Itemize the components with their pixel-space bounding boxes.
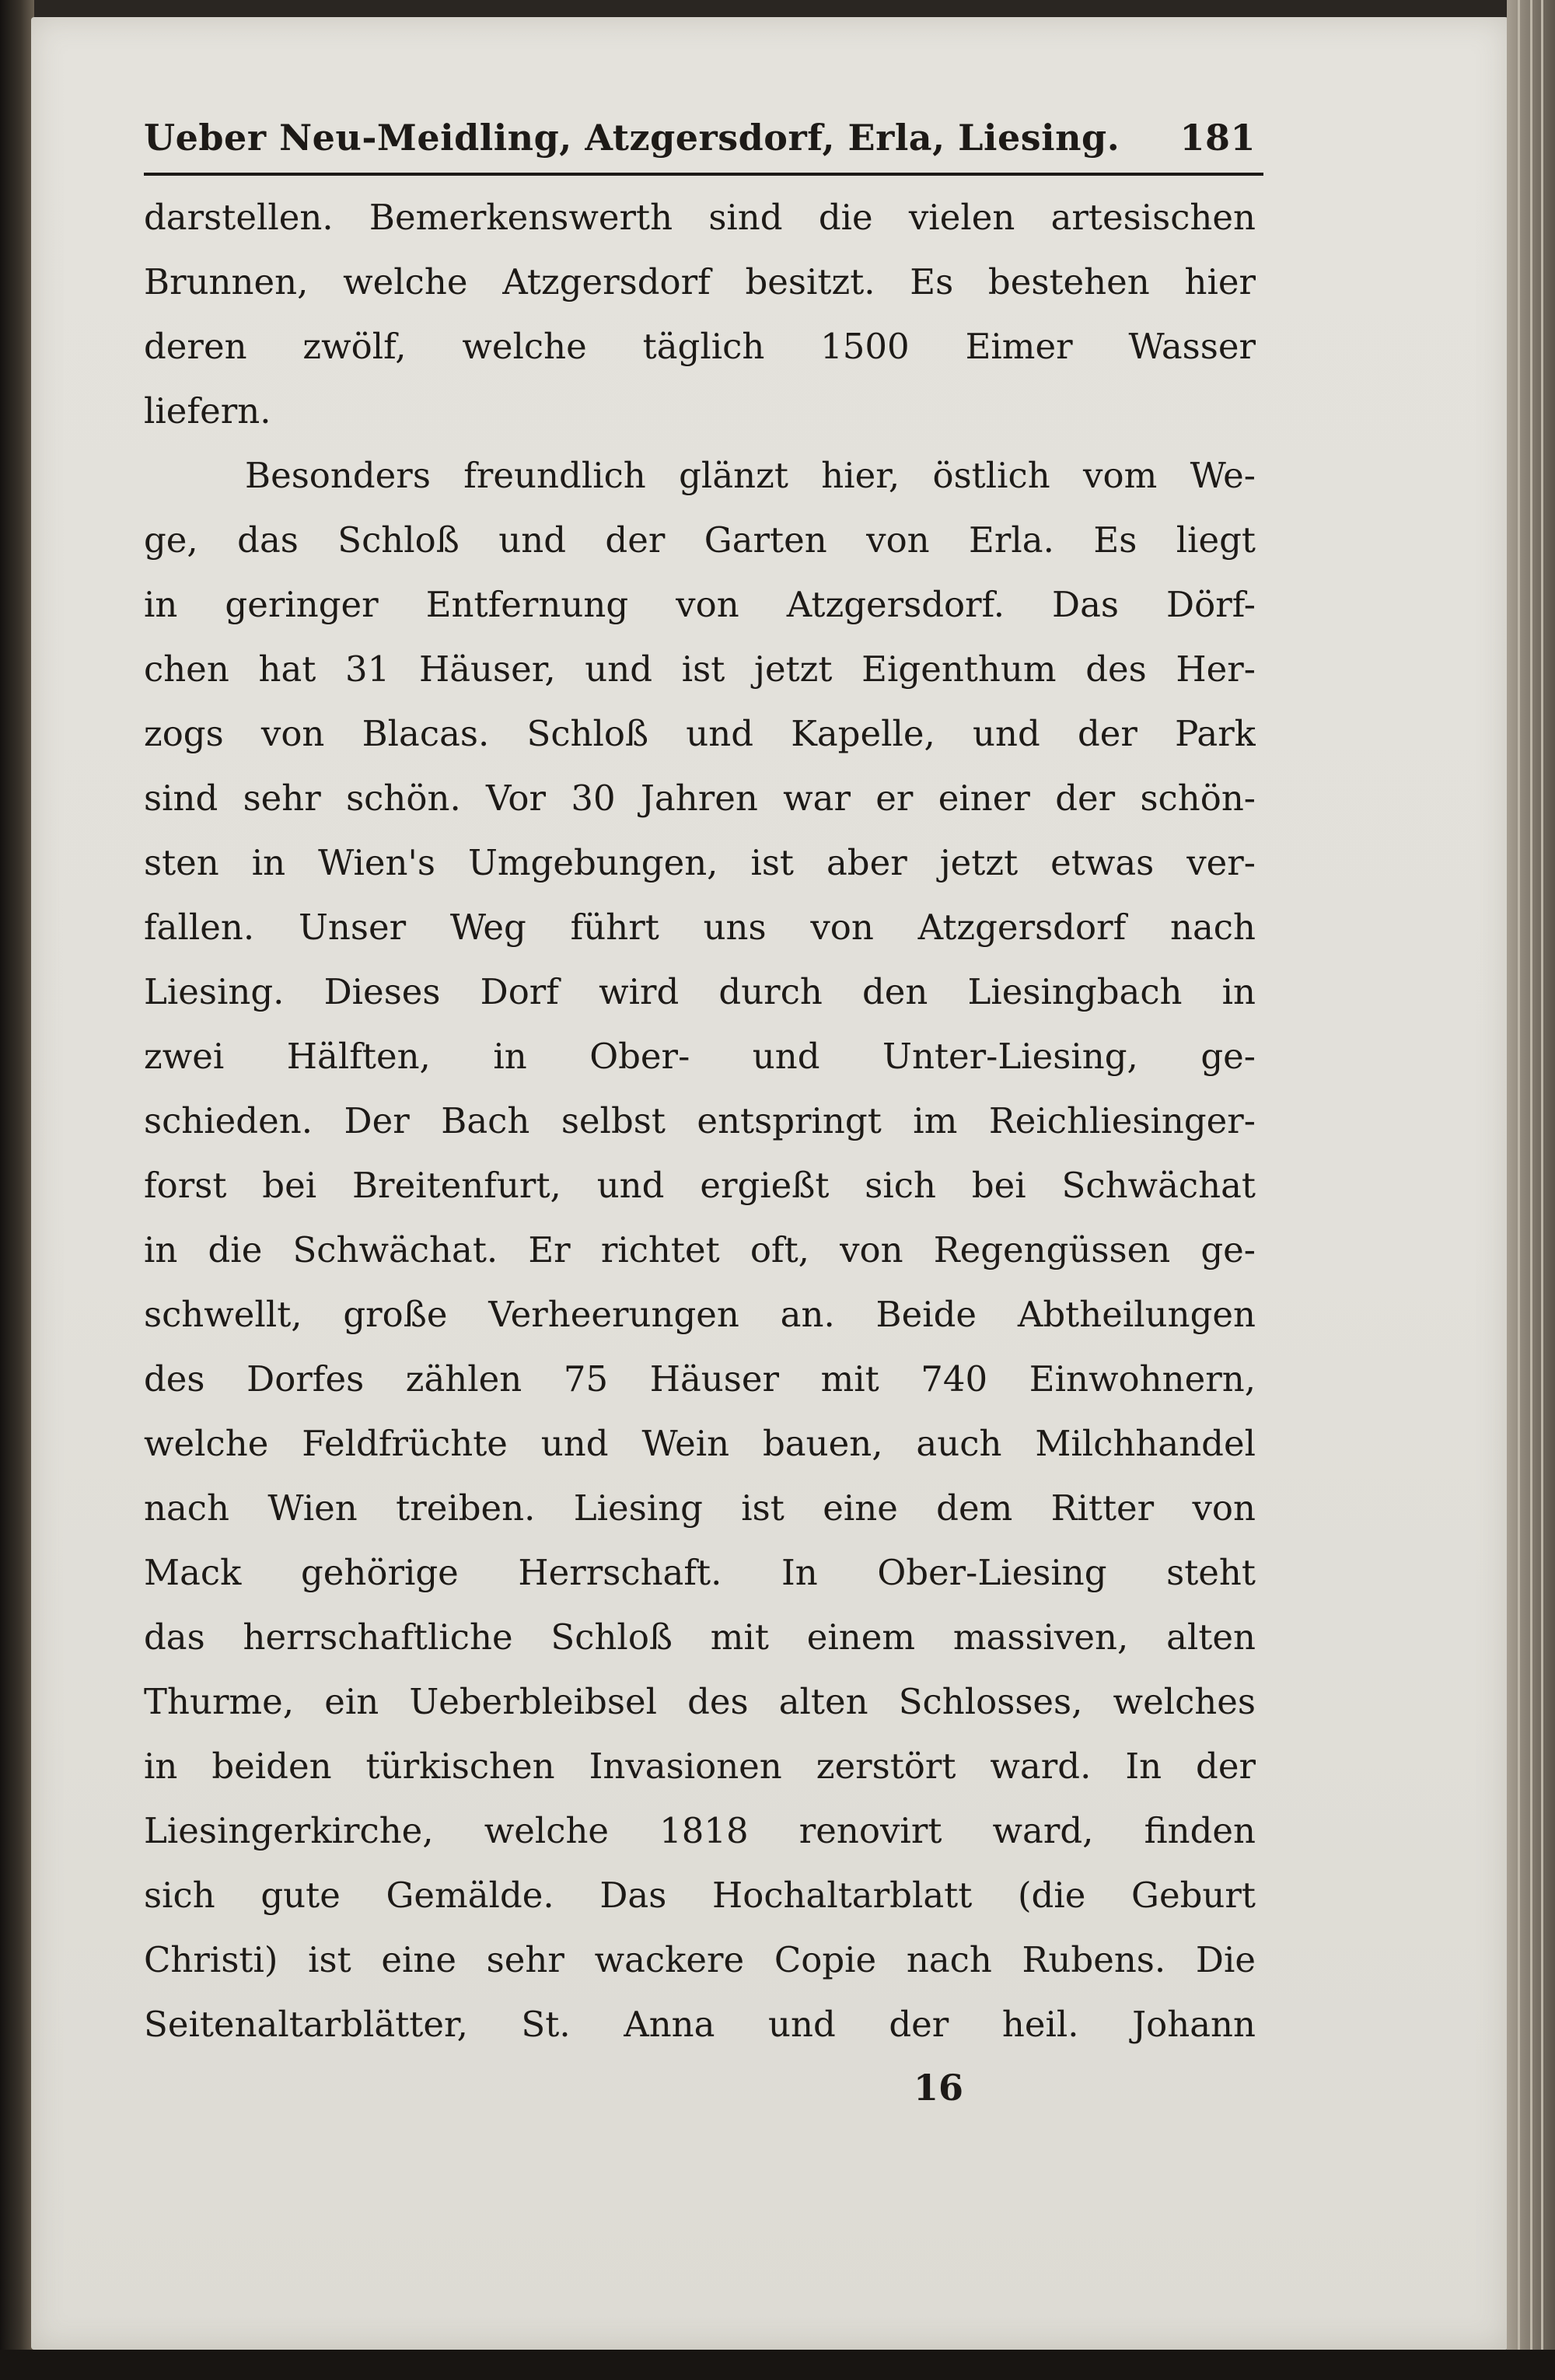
text-line: in geringer Entfernung von Atzgersdorf. Das Dörf- xyxy=(144,584,1256,625)
scan-bottom-border xyxy=(0,2350,1555,2380)
text-line: Thurme, ein Ueberbleibsel des alten Schlosses, welches xyxy=(144,1681,1256,1722)
text-line: Christi) ist eine sehr wackere Copie nach Rubens. Die xyxy=(144,1939,1256,1980)
page-text xyxy=(144,117,1256,2057)
text-line: darstellen. Bemerkenswerth sind die vielen artesischen xyxy=(144,197,1256,238)
running-head xyxy=(144,117,1256,173)
text-line: zwei Hälften, in Ober- und Unter-Liesing, ge- xyxy=(144,1036,1256,1077)
text-line: das herrschaftliche Schloß mit einem massiven, alten xyxy=(144,1616,1256,1658)
text-line: Besonders freundlich glänzt hier, östlich vom We- xyxy=(245,455,1256,496)
text-line: Mack gehörige Herrschaft. In Ober-Liesing steht xyxy=(144,1552,1256,1593)
page-edge-line xyxy=(1518,0,1520,2380)
text-line: liefern. xyxy=(144,390,271,432)
text-line: schieden. Der Bach selbst entspringt im Reichliesinger- xyxy=(144,1100,1256,1141)
text-line: in die Schwächat. Er richtet oft, von Regengüssen ge- xyxy=(144,1229,1256,1270)
text-line: deren zwölf, welche täglich 1500 Eimer Wasser xyxy=(144,326,1256,367)
page-edge-line xyxy=(1530,0,1532,2380)
signature-mark: 16 xyxy=(914,2067,964,2109)
text-line: Liesingerkirche, welche 1818 renovirt ward, finden xyxy=(144,1810,1256,1851)
text-line: nach Wien treiben. Liesing ist eine dem Ritter von xyxy=(144,1487,1256,1529)
text-line: welche Feldfrüchte und Wein bauen, auch Milchhandel xyxy=(144,1423,1256,1464)
text-line: sten in Wien's Umgebungen, ist aber jetzt etwas ver- xyxy=(144,842,1256,883)
text-line: zogs von Blacas. Schloß und Kapelle, und der Park xyxy=(144,713,1256,754)
text-line: sich gute Gemälde. Das Hochaltarblatt (die Geburt xyxy=(144,1875,1256,1916)
text-line: in beiden türkischen Invasionen zerstört ward. In der xyxy=(144,1746,1256,1787)
text-line: ge, das Schloß und der Garten von Erla. Es liegt xyxy=(144,519,1256,561)
text-line: des Dorfes zählen 75 Häuser mit 740 Einwohnern, xyxy=(144,1358,1256,1400)
text-line: chen hat 31 Häuser, und ist jetzt Eigenthum des Her- xyxy=(144,648,1256,690)
text-line: forst bei Breitenfurt, und ergießt sich bei Schwächat xyxy=(144,1165,1256,1206)
book-fore-edge xyxy=(1507,0,1555,2380)
page-edge-line xyxy=(1541,0,1543,2380)
text-line: sind sehr schön. Vor 30 Jahren war er einer der schön- xyxy=(144,778,1256,819)
running-title: Ueber Neu-Meidling, Atzgersdorf, Erla, Liesing. xyxy=(144,117,1120,159)
text-line: Liesing. Dieses Dorf wird durch den Liesingbach in xyxy=(144,971,1256,1012)
book-gutter-left xyxy=(0,0,34,2380)
text-line: Seitenaltarblätter, St. Anna und der heil. Johann xyxy=(144,2004,1256,2045)
text-line: fallen. Unser Weg führt uns von Atzgersdorf nach xyxy=(144,907,1256,948)
header-rule xyxy=(144,173,1263,176)
text-line: schwellt, große Verheerungen an. Beide Abtheilungen xyxy=(144,1294,1256,1335)
text-line: Brunnen, welche Atzgersdorf besitzt. Es bestehen hier xyxy=(144,261,1256,302)
page-number: 181 xyxy=(1179,117,1256,159)
